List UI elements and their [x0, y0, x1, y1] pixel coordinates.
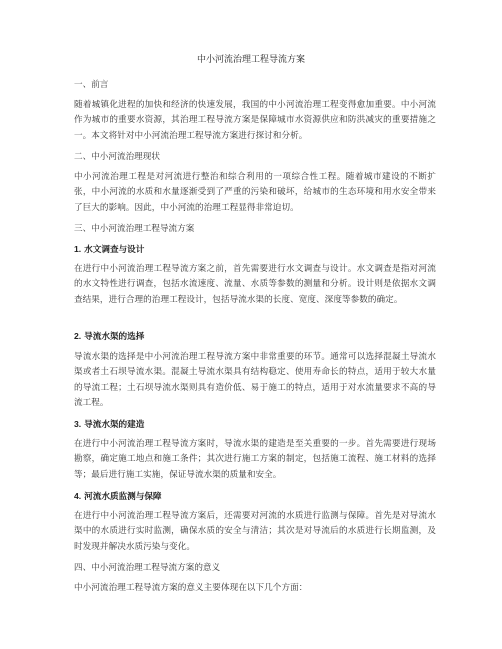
subsection-title: 水文调查与设计 [84, 245, 145, 255]
paragraph: 导流水渠的选择是中小河流治理工程导流方案中非常重要的环节。通常可以选择混凝土导流水渠或者土石坝导流水渠。混凝土导流水渠具有结构稳定、使用寿命长的特点，适用于较大水量的导流工程；土石坝导流水渠则具有造价低、易于施工的特点，适用于对水流量要求不高的导流工程。 [74, 352, 436, 409]
subsection-heading [74, 489, 436, 505]
subsection-number: 2. [74, 331, 82, 341]
subsection-number: 3. [74, 419, 82, 429]
paragraph: 在进行中小河流治理工程导流方案之前，首先需要进行水文调查与设计。水文调查是指对河流的水文特性进行调查，包括水流速度、流量、水质等参数的测量和分析。设计则是依据水文调查结果，进行合理的治理工程设计，包括导流水渠的长度、宽度、深度等参数的确定。 [74, 264, 436, 305]
document-title: 中小河流治理工程导流方案 [196, 55, 305, 65]
paragraph: 中小河流治理工程是对河流进行整治和综合利用的一项综合性工程。随着城市建设的不断扩张，中小河流的水质和水量逐渐受到了严重的污染和破坏，给城市的生态环境和用水安全带来了巨大的影响。因此，中小河流的治理工程显得非常迫切。 [74, 172, 436, 213]
section-heading: 二、中小河流治理现状 [74, 152, 160, 162]
paragraph: 随着城镇化进程的加快和经济的快速发展，我国的中小河流治理工程变得愈加重要。中小河流作为城市的重要水资源，其治理工程导流方案是保障城市水资源供应和防洪减灾的重要措施之一。本文将针对中小河流治理工程导流方案进行探讨和分析。 [74, 100, 436, 141]
section-heading: 三、中小河流治理工程导流方案 [74, 224, 195, 234]
paragraph: 在进行中小河流治理工程导流方案后，还需要对河流的水质进行监测与保障。首先是对导流水渠中的水质进行实时监测，确保水质的安全与清洁；其次是对导流后的水质进行长期监测，及时发现并解决水质污染与变化。 [74, 511, 436, 552]
subsection-number: 1. [74, 244, 82, 254]
section-heading: 一、前言 [74, 80, 109, 90]
section-heading: 四、中小河流治理工程导流方案的意义 [74, 563, 221, 573]
subsection-number: 4. [74, 491, 82, 501]
paragraph: 中小河流治理工程导流方案的意义主要体现在以下几个方面： [74, 583, 308, 593]
subsection-title: 导流水渠的建造 [84, 420, 145, 430]
paragraph: 在进行中小河流治理工程导流方案时，导流水渠的建造是至关重要的一步。首先需要进行现场勘察，确定施工地点和施工条件；其次进行施工方案的制定，包括施工流程、施工材料的选择等；最后进行施工实施，保证导流水渠的质量和安全。 [74, 439, 436, 480]
subsection-heading [74, 329, 436, 345]
subsection-heading [74, 417, 436, 433]
subsection-title: 河流水质监测与保障 [84, 492, 162, 502]
subsection-heading [74, 242, 436, 258]
subsection-title: 导流水渠的选择 [84, 332, 145, 342]
